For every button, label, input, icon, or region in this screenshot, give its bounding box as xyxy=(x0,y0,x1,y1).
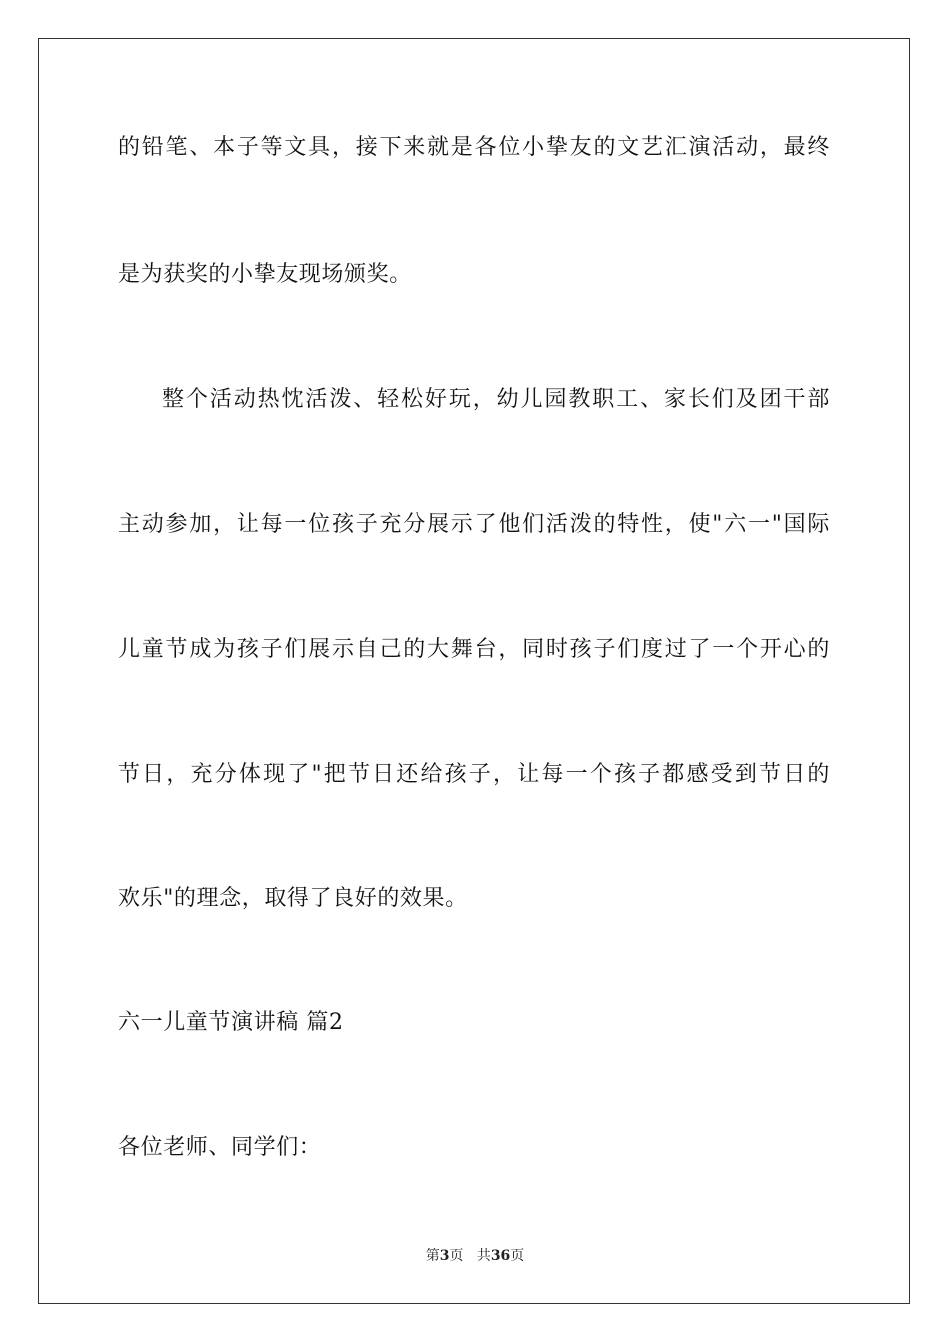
paragraph-line: 主动参加，让每一位孩子充分展示了他们活泼的特性，使"六一"国际 xyxy=(118,512,830,537)
paragraph-line: 节日，充分体现了"把节日还给孩子，让每一个孩子都感受到节日的 xyxy=(118,762,830,787)
paragraph-line: 是为获奖的小挚友现场颁奖。 xyxy=(118,262,412,287)
paragraph-line: 儿童节成为孩子们展示自己的大舞台，同时孩子们度过了一个开心的 xyxy=(118,637,830,662)
page-frame xyxy=(38,38,910,1304)
footer-total-pages: 36 xyxy=(490,1248,511,1264)
greeting: 各位老师、同学们： xyxy=(118,1135,322,1160)
paragraph-line: 整个活动热忱活泼、轻松好玩，幼儿园教职工、家长们及团干部 xyxy=(162,387,830,412)
paragraph-line: 的铅笔、本子等文具，接下来就是各位小挚友的文艺汇演活动，最终 xyxy=(118,135,830,160)
footer-page-number: 3 xyxy=(439,1248,450,1264)
footer-total-suffix: 页 xyxy=(510,1248,525,1264)
footer-page-suffix: 页 xyxy=(449,1248,464,1264)
page-footer xyxy=(0,1246,950,1266)
section-title: 六一儿童节演讲稿 篇2 xyxy=(118,1010,344,1035)
footer-prefix: 第 xyxy=(425,1248,440,1264)
footer-total-prefix: 共 xyxy=(476,1248,491,1264)
paragraph-line: 欢乐"的理念，取得了良好的效果。 xyxy=(118,886,468,911)
